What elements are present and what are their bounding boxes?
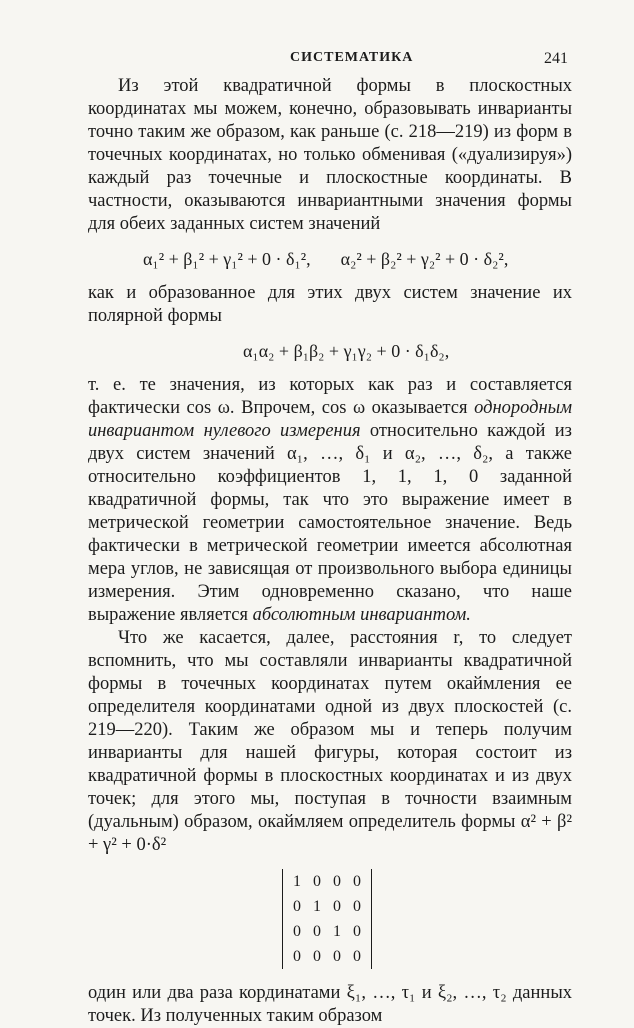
paragraph-3	[88, 374, 572, 627]
matrix-cell: 0	[353, 872, 361, 890]
matrix-cell: 0	[293, 947, 301, 965]
page-body	[88, 75, 572, 1028]
page-number: 241	[544, 50, 568, 67]
matrix-row	[287, 944, 367, 969]
paragraph-5: один или два раза кординатами ξ₁, …, τ₁ и ξ₂, …, τ₂ данных точек. Из полученных таким образом	[88, 983, 572, 1026]
matrix-cell: 1	[313, 897, 321, 915]
paragraph-3-emphasis-b: абсолютным инвариантом.	[252, 605, 471, 625]
matrix-cell: 0	[313, 947, 321, 965]
matrix-cell: 0	[333, 872, 341, 890]
paragraph-3-text-b: относительно каждой из двух систем значений α₁, …, δ₁ и α₂, …, δ₂, а также относительно коэффициентов 1, 1, 1, 0 заданной квадратичной формы, так что это выражение имеет в метрической геометрии самостоятельное значение. Ведь фактически в метрической геометрии имеется абсолютная мера углов, не зависящая от произвольного выбора единицы измерения. Этим одновременно сказано, что наше выражение является	[88, 421, 572, 625]
paragraph-3-text-a: т. е. те значения, из которых как раз и составляется фактически cos ω. Впрочем, cos ω оказывается	[88, 375, 572, 418]
running-title: СИСТЕМАТИКА	[290, 50, 414, 65]
matrix-cell: 0	[333, 947, 341, 965]
matrix-cell: 0	[353, 947, 361, 965]
matrix-cell: 0	[353, 922, 361, 940]
matrix-cell: 1	[333, 922, 341, 940]
matrix-cell: 0	[353, 897, 361, 915]
formula-polar-form: α₁α₂ + β₁β₂ + γ₁γ₂ + 0 · δ₁δ₂,	[243, 340, 450, 361]
formula-system-2: α₂² + β₂² + γ₂² + 0 · δ₂²,	[340, 248, 509, 269]
page-header	[90, 50, 568, 72]
matrix-row	[287, 919, 367, 944]
matrix-cell: 0	[313, 922, 321, 940]
formula-system-1: α₁² + β₁² + γ₁² + 0 · δ₁²,	[143, 248, 311, 269]
determinant	[88, 869, 572, 976]
determinant-matrix	[282, 869, 372, 969]
formula-value-systems	[88, 236, 572, 282]
matrix-cell: 0	[333, 897, 341, 915]
matrix-row	[287, 869, 367, 894]
paragraph-2: как и образованное для этих двух систем значение их полярной формы	[88, 283, 572, 326]
matrix-cell: 0	[293, 897, 301, 915]
matrix-cell: 0	[313, 872, 321, 890]
paragraph-3-emphasis-a: однородным инвариантом нулевого измерения	[88, 398, 572, 441]
paragraph-1: Из этой квадратичной формы в плоскостных координатах мы можем, конечно, образовывать инварианты точно таким же образом, как раньше (с. 218—219) из форм в точечных координатах, но только обменивая («дуализируя») каждый раз точечные и плоскостные координаты. В частности, оказываются инвариантными значения формы для обеих заданных систем значений	[88, 76, 572, 234]
matrix-row	[287, 894, 367, 919]
matrix-cell: 1	[293, 872, 301, 890]
matrix-cell: 0	[293, 922, 301, 940]
paragraph-4: Что же касается, далее, расстояния r, то следует вспомнить, что мы составляли инварианты квадратичной формы в точечных координатах путем окаймления ее определителя координатами одной из двух плоскостей (с. 219—220). Таким же образом мы и теперь получим инварианты для нашей фигуры, которая состоит из квадратичной формы в плоскостных координатах и из двух точек; для этого мы, поступая в точности взаимным (дуальным) образом, окаймляем определитель формы α² + β² + γ² + 0·δ²	[88, 628, 572, 855]
